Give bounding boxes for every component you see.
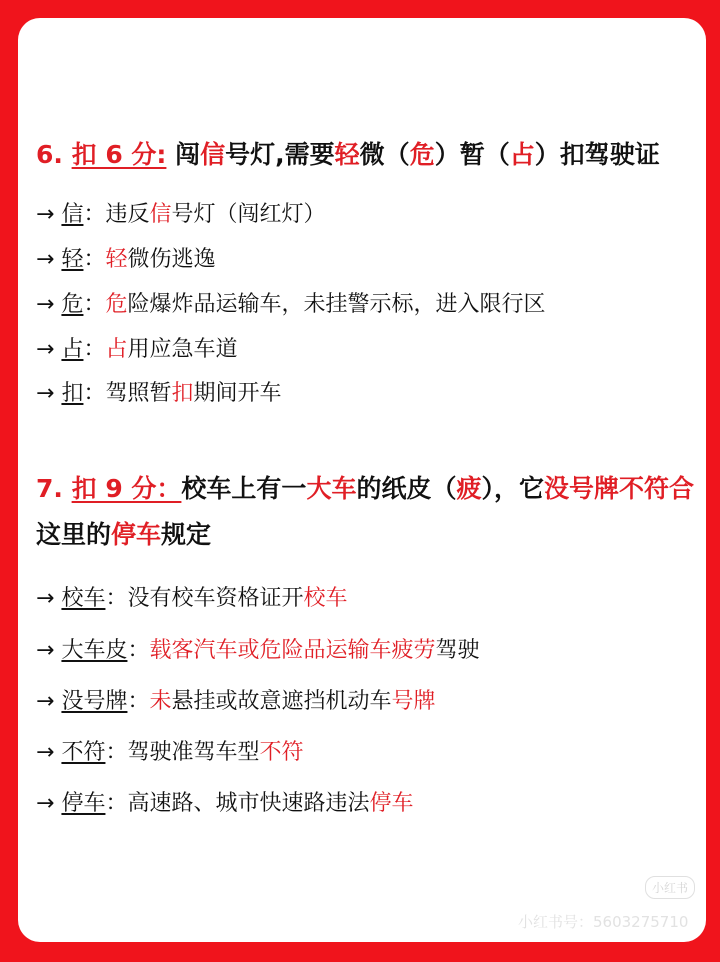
- section-6-list-item: [36, 379, 696, 409]
- item-colon: ：: [83, 381, 106, 406]
- item-key: 扣: [61, 381, 84, 406]
- item-text-run: 驾照暂: [105, 381, 172, 406]
- item-key: 不符: [61, 740, 106, 765]
- section-6-title-run: 信: [200, 140, 226, 169]
- arrow-icon: →: [36, 202, 62, 227]
- item-text-run: 悬挂或故意遮挡机动车: [171, 689, 392, 714]
- arrow-icon: →: [36, 292, 62, 317]
- section-7-list-item: [36, 584, 696, 614]
- item-colon: ：: [83, 337, 106, 362]
- section-7-list-item: [36, 789, 696, 819]
- section-6-title: [166, 140, 659, 169]
- item-colon: ：: [83, 292, 106, 317]
- section-7-list-item: [36, 738, 696, 768]
- item-key: 危: [61, 292, 84, 317]
- item-text-run: 号牌: [391, 689, 436, 714]
- item-text-run: 驾驶准驾车型: [127, 740, 260, 765]
- section-7-number: 7.: [36, 474, 72, 503]
- arrow-icon: →: [36, 381, 62, 406]
- item-text-run: 高速路、城市快速路违法: [127, 791, 370, 816]
- item-text-run: 载客汽车或危险品运输车疲劳: [149, 638, 436, 663]
- item-text-run: 期间开车: [193, 381, 282, 406]
- item-colon: ：: [83, 247, 106, 272]
- section-7-title-run: 停车: [111, 520, 162, 549]
- section-7-title-run: ），它: [481, 474, 544, 503]
- section-7-list-item: [36, 687, 696, 717]
- arrow-icon: →: [36, 638, 62, 663]
- arrow-icon: →: [36, 586, 62, 611]
- item-colon: ：: [83, 202, 106, 227]
- arrow-icon: →: [36, 337, 62, 362]
- section-6-title-run: 危: [409, 140, 435, 169]
- arrow-icon: →: [36, 791, 62, 816]
- section-6-heading: [36, 132, 696, 178]
- item-text-run: 占: [105, 337, 128, 362]
- item-text-run: 微伤逃逸: [127, 247, 216, 272]
- section-7-title-run: 大车: [306, 474, 357, 503]
- item-text-run: 停车: [369, 791, 414, 816]
- section-6-deduct: 扣 6 分:: [71, 140, 167, 169]
- section-6-list-item: [36, 290, 696, 320]
- section-7-title-run: 的纸皮（: [356, 474, 457, 503]
- arrow-icon: →: [36, 247, 62, 272]
- section-6-list-item: [36, 335, 696, 365]
- item-key: 停车: [61, 791, 106, 816]
- section-7-title-run: 这里的: [36, 520, 112, 549]
- section-7-deduct: 扣 9 分：: [71, 474, 182, 503]
- arrow-icon: →: [36, 740, 62, 765]
- item-text-run: 轻: [105, 247, 128, 272]
- item-text-run: 扣: [171, 381, 194, 406]
- watermark-logo: 小红书: [645, 876, 695, 899]
- section-6-title-run: 占: [509, 140, 535, 169]
- item-text-run: 用应急车道: [127, 337, 238, 362]
- item-text-run: 未: [149, 689, 172, 714]
- section-7-title-run: 疲: [456, 474, 482, 503]
- section-7-heading: [36, 466, 696, 558]
- item-colon: ：: [105, 740, 128, 765]
- item-text-run: 险爆炸品运输车，未挂警示标，进入限行区: [127, 292, 546, 317]
- section-6-title-run: 号灯,需要: [225, 140, 335, 169]
- item-key: 大车皮: [61, 638, 128, 663]
- content-card: [18, 18, 706, 942]
- section-6-number: 6.: [36, 140, 72, 169]
- item-text-run: 违反: [105, 202, 150, 227]
- item-colon: ：: [127, 689, 150, 714]
- section-7-title-run: 规定: [161, 520, 212, 549]
- item-text-run: 驾驶: [435, 638, 480, 663]
- section-6-list-item: [36, 200, 696, 230]
- item-colon: ：: [127, 638, 150, 663]
- section-6-title-run: ）扣驾驶证: [534, 140, 660, 169]
- section-6-title-run: 微（: [359, 140, 410, 169]
- item-key: 校车: [61, 586, 106, 611]
- item-key: 信: [61, 202, 84, 227]
- item-text-run: 校车: [303, 586, 348, 611]
- item-text-run: 信: [149, 202, 172, 227]
- section-7-title-run: 没号牌不符合: [544, 474, 695, 503]
- section-6-list-item: [36, 245, 696, 275]
- item-colon: ：: [105, 791, 128, 816]
- section-6-title-run: 轻: [334, 140, 360, 169]
- arrow-icon: →: [36, 689, 62, 714]
- item-text-run: 不符: [259, 740, 304, 765]
- item-text-run: 没有校车资格证开: [127, 586, 304, 611]
- section-6-title-run: ）暂（: [434, 140, 510, 169]
- item-colon: ：: [105, 586, 128, 611]
- item-key: 没号牌: [61, 689, 128, 714]
- item-key: 轻: [61, 247, 84, 272]
- watermark-text: 小红书号：5603275710: [518, 913, 689, 931]
- item-text-run: 危: [105, 292, 128, 317]
- section-7-list-item: [36, 636, 696, 666]
- section-7-title-run: 校车上有一: [181, 474, 307, 503]
- item-key: 占: [61, 337, 84, 362]
- section-6-title-run: 闯: [166, 140, 201, 169]
- item-text-run: 号灯（闯红灯）: [171, 202, 326, 227]
